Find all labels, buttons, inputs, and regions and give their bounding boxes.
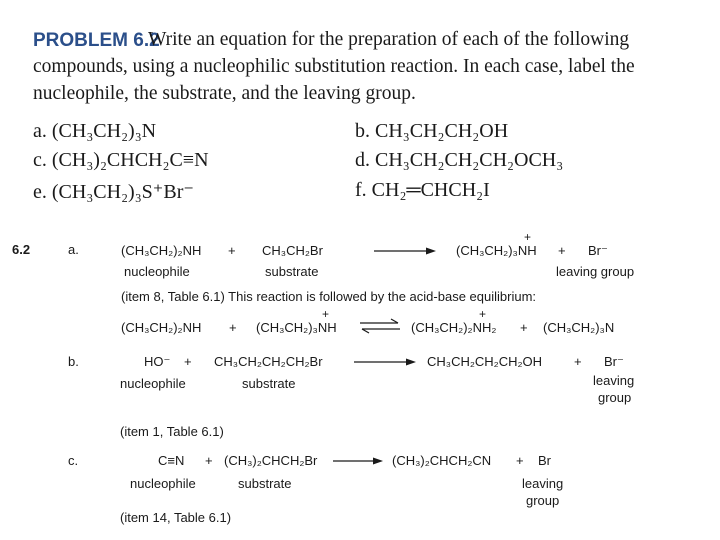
solution-c-product: (CH₃)₂CHCH₂CN	[392, 453, 492, 468]
solution-b-nucleophile: HO⁻	[144, 354, 171, 369]
problem-label: PROBLEM 6.2	[33, 30, 160, 51]
solution-b-substrate: CH₃CH₂CH₂CH₂Br	[214, 354, 323, 369]
solution-b-nucleophile-label: nucleophile	[120, 376, 186, 391]
solution-a-nucleophile: (CH₃CH₂)₂NH	[121, 243, 202, 258]
solution-c-substrate-label: substrate	[238, 476, 292, 491]
solution-a-leaving-label: leaving group	[556, 264, 635, 279]
solution-a-leaving: Br⁻	[588, 243, 608, 258]
problem-line-3: nucleophile, the substrate, and the leaving group.	[33, 83, 416, 104]
solution-a-eq-right-1-charge: +	[479, 307, 487, 321]
solution-c-label: c.	[68, 453, 79, 468]
solution-b-note: (item 1, Table 6.1)	[120, 424, 224, 439]
solution-a-note: (item 8, Table 6.1) This reaction is followed by the acid-base equilibrium:	[121, 289, 537, 304]
solution-a-eq-plus-1: +	[229, 320, 237, 335]
solution-a-product-charge: +	[524, 230, 532, 244]
solution-b-reaction-arrow	[354, 357, 416, 367]
solution-a-product: (CH₃CH₂)₃NH	[456, 243, 537, 258]
solution-b-plus-1: +	[184, 354, 192, 369]
solution-a-substrate: CH₃CH₂Br	[262, 243, 323, 258]
solution-b-plus-2: +	[574, 354, 582, 369]
problem-item-e: e. (CH₃CH₂)₃S⁺Br⁻	[33, 181, 194, 203]
problem-item-d: d. CH₃CH₂CH₂CH₂OCH₃	[355, 149, 564, 171]
solution-c-note: (item 14, Table 6.1)	[120, 510, 232, 525]
solution-a-label: a.	[68, 242, 79, 257]
solution-c-plus-1: +	[205, 453, 213, 468]
solution-c-plus-2: +	[516, 453, 524, 468]
problem-line-2: compounds, using a nucleophilic substitution reaction. In each case, label the	[33, 56, 635, 77]
solution-a-plus-1: +	[228, 243, 236, 258]
problem-item-b: b. CH₃CH₂CH₂OH	[355, 120, 509, 142]
solution-a-eq-right-1: (CH₃CH₂)₂NH₂	[411, 320, 497, 335]
problem-item-c: c. (CH₃)₂CHCH₂C≡N	[33, 149, 209, 171]
solution-b-label: b.	[68, 354, 79, 369]
solution-c-leaving: Br	[538, 453, 551, 468]
solution-c-nucleophile: C≡N	[158, 453, 185, 468]
solution-a-eq-right-2: (CH₃CH₂)₃N	[543, 320, 615, 335]
problem-item-a: a. (CH₃CH₂)₃N	[33, 120, 157, 142]
solution-b-product: CH₃CH₂CH₂CH₂OH	[427, 354, 543, 369]
solution-number: 6.2	[12, 242, 31, 257]
solution-b-leaving-label-1: leaving	[593, 373, 635, 388]
solution-a-eq-left-2: (CH₃CH₂)₃NH	[256, 320, 337, 335]
solution-a-eq-plus-2: +	[520, 320, 528, 335]
solution-a-eq-left-2-charge: +	[322, 307, 330, 321]
solution-a-plus-2: +	[558, 243, 566, 258]
solution-b-leaving: Br⁻	[604, 354, 624, 369]
solution-a-nucleophile-label: nucleophile	[124, 264, 190, 279]
solution-a-eq-left-1: (CH₃CH₂)₂NH	[121, 320, 202, 335]
problem-line-1: Write an equation for the preparation of each of the following	[148, 29, 630, 50]
solution-a-reaction-arrow	[374, 246, 436, 256]
solution-c-reaction-arrow	[333, 456, 383, 466]
solution-c-substrate: (CH₃)₂CHCH₂Br	[224, 453, 318, 468]
solution-c-nucleophile-label: nucleophile	[130, 476, 196, 491]
problem-item-f: f. CH₂═CHCH₂I	[355, 179, 490, 201]
solution-c-leaving-label-1: leaving	[522, 476, 564, 491]
solution-b-substrate-label: substrate	[242, 376, 296, 391]
solution-c-leaving-label-2: group	[526, 493, 560, 508]
solution-b-leaving-label-2: group	[598, 390, 632, 405]
solution-a-equilibrium-arrow	[360, 318, 400, 334]
solution-a-substrate-label: substrate	[265, 264, 319, 279]
